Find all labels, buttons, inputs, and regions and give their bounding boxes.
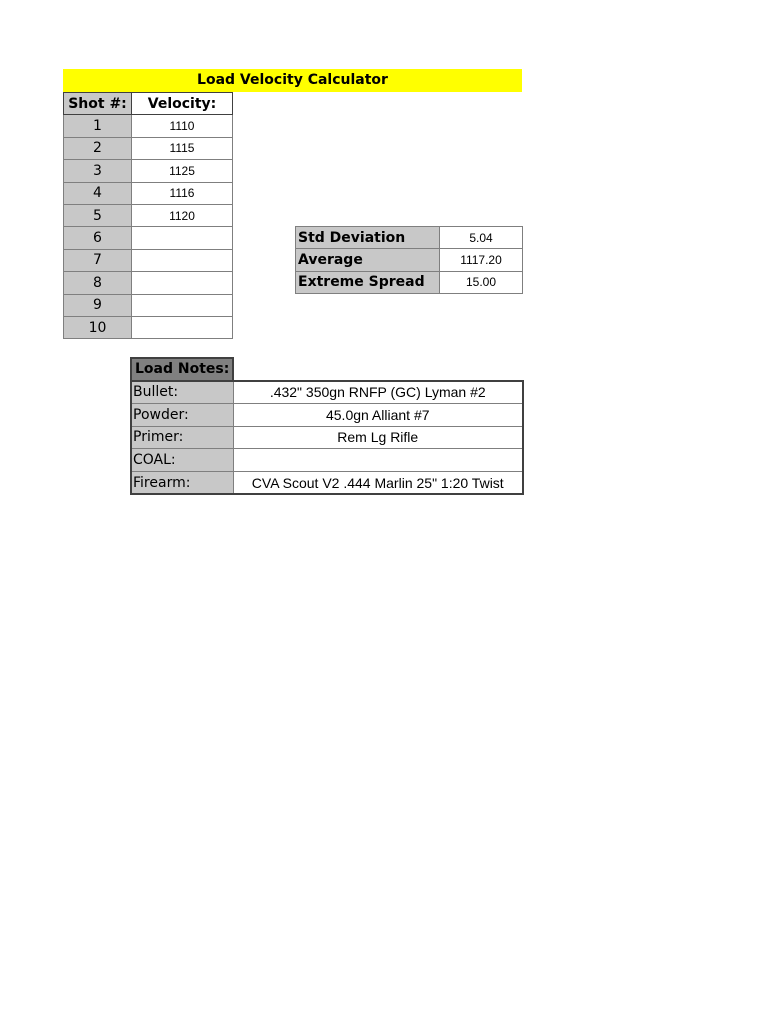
firearm-value[interactable]: CVA Scout V2 .444 Marlin 25" 1:20 Twist bbox=[233, 471, 523, 494]
table-row bbox=[64, 249, 233, 271]
table-row bbox=[131, 449, 523, 472]
shot-number-cell[interactable]: 6 bbox=[64, 227, 132, 249]
std-deviation-value[interactable]: 5.04 bbox=[440, 227, 523, 249]
average-value[interactable]: 1117.20 bbox=[440, 249, 523, 271]
sheet-title: Load Velocity Calculator bbox=[63, 69, 522, 92]
table-row bbox=[131, 471, 523, 494]
shot-number-cell[interactable]: 10 bbox=[64, 316, 132, 338]
shot-number-cell[interactable]: 7 bbox=[64, 249, 132, 271]
extreme-spread-value[interactable]: 15.00 bbox=[440, 271, 523, 293]
shots-header-row bbox=[64, 93, 233, 115]
primer-label[interactable]: Primer: bbox=[131, 426, 233, 449]
powder-value[interactable]: 45.0gn Alliant #7 bbox=[233, 403, 523, 426]
shot-number-cell[interactable]: 9 bbox=[64, 294, 132, 316]
velocity-cell[interactable] bbox=[132, 316, 233, 338]
velocity-cell[interactable] bbox=[132, 249, 233, 271]
extreme-spread-label[interactable]: Extreme Spread bbox=[296, 271, 440, 293]
table-row bbox=[131, 381, 523, 404]
velocity-cell[interactable] bbox=[132, 227, 233, 249]
stats-row bbox=[296, 249, 523, 271]
bullet-value[interactable]: .432" 350gn RNFP (GC) Lyman #2 bbox=[233, 381, 523, 404]
velocity-cell[interactable] bbox=[132, 272, 233, 294]
table-row bbox=[64, 204, 233, 226]
table-row bbox=[64, 294, 233, 316]
notes-header-row bbox=[131, 358, 523, 381]
table-row bbox=[64, 160, 233, 182]
stats-row bbox=[296, 227, 523, 249]
shot-number-cell[interactable]: 5 bbox=[64, 204, 132, 226]
shots-table bbox=[63, 92, 233, 339]
stats-table bbox=[295, 226, 523, 294]
table-row bbox=[64, 182, 233, 204]
table-row bbox=[64, 137, 233, 159]
notes-header-blank bbox=[233, 358, 523, 381]
velocity-cell[interactable]: 1116 bbox=[132, 182, 233, 204]
std-deviation-label[interactable]: Std Deviation bbox=[296, 227, 440, 249]
velocity-header[interactable]: Velocity: bbox=[132, 93, 233, 115]
stats-row bbox=[296, 271, 523, 293]
table-row bbox=[64, 272, 233, 294]
table-row bbox=[131, 403, 523, 426]
velocity-cell[interactable]: 1115 bbox=[132, 137, 233, 159]
shot-number-cell[interactable]: 1 bbox=[64, 115, 132, 137]
load-notes-table bbox=[130, 357, 524, 495]
firearm-label[interactable]: Firearm: bbox=[131, 471, 233, 494]
coal-label[interactable]: COAL: bbox=[131, 449, 233, 472]
table-row bbox=[64, 316, 233, 338]
velocity-cell[interactable] bbox=[132, 294, 233, 316]
table-row bbox=[64, 115, 233, 137]
table-row bbox=[131, 426, 523, 449]
shot-number-cell[interactable]: 3 bbox=[64, 160, 132, 182]
shot-number-cell[interactable]: 2 bbox=[64, 137, 132, 159]
velocity-cell[interactable]: 1110 bbox=[132, 115, 233, 137]
powder-label[interactable]: Powder: bbox=[131, 403, 233, 426]
primer-value[interactable]: Rem Lg Rifle bbox=[233, 426, 523, 449]
velocity-cell[interactable]: 1125 bbox=[132, 160, 233, 182]
shot-number-cell[interactable]: 4 bbox=[64, 182, 132, 204]
load-notes-header[interactable]: Load Notes: bbox=[131, 358, 233, 381]
bullet-label[interactable]: Bullet: bbox=[131, 381, 233, 404]
velocity-cell[interactable]: 1120 bbox=[132, 204, 233, 226]
table-row bbox=[64, 227, 233, 249]
shot-number-header[interactable]: Shot #: bbox=[64, 93, 132, 115]
coal-value[interactable] bbox=[233, 449, 523, 472]
average-label[interactable]: Average bbox=[296, 249, 440, 271]
shot-number-cell[interactable]: 8 bbox=[64, 272, 132, 294]
